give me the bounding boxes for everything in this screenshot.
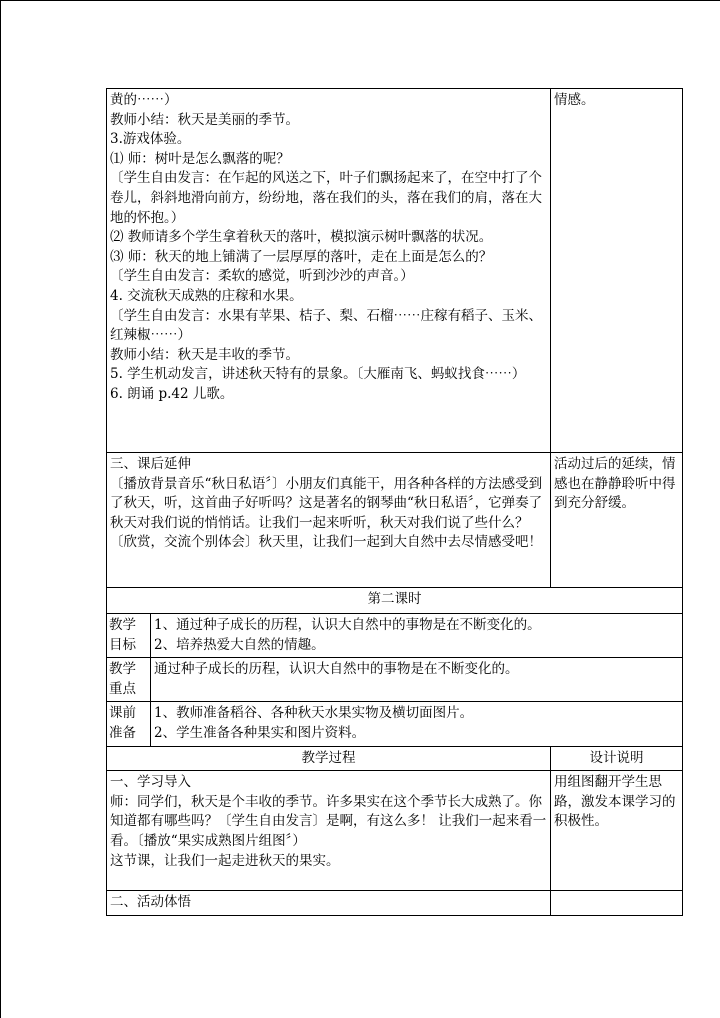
activity-line: 〔学生自由发言：水果有苹果、桔子、梨、石榴⋯⋯庄稼有稻子、玉米、红辣椒⋯⋯）	[110, 307, 542, 344]
lesson-plan-table	[106, 88, 683, 916]
intro-content	[107, 771, 551, 891]
prep-content	[151, 702, 683, 746]
activity-line: 4. 交流秋天成熟的庄稼和水果。	[110, 287, 303, 304]
activity-line: ⑶ 师：秋天的地上铺满了一层厚厚的落叶，走在上面是怎么的？	[110, 248, 493, 265]
activity-line: 教师小结：秋天是丰收的季节。	[110, 346, 299, 363]
extension-content	[107, 453, 551, 588]
goals-label: 教学目标	[107, 614, 151, 658]
activity2-side-note	[551, 891, 683, 916]
extension-side-note: 活动过后的延续，情感也在静静聆听中得到充分舒缓。	[551, 453, 683, 588]
process-header-row	[107, 746, 683, 771]
prep-row	[107, 702, 683, 746]
activity-content	[107, 89, 551, 453]
focus-row	[107, 658, 683, 702]
prep-item: 2、学生准备各种果实和图片资料。	[154, 724, 366, 741]
activity2-heading: 二、活动体悟	[107, 891, 551, 916]
page-edge-top	[0, 0, 720, 1]
activity-line: 教师小结：秋天是美丽的季节。	[110, 111, 299, 128]
intro-heading: 一、学习导入	[110, 774, 191, 791]
activity-line: 6. 朗诵 p.42 儿歌。	[110, 385, 234, 402]
intro-text: 师：同学们，秋天是个丰收的季节。许多果实在这个季节长大成熟了。你知道都有哪些吗？〔学生自由发言〕是啊，有这么多！ 让我们一起来看一看。〔播放“果实成熟图片组图〞）	[110, 793, 547, 849]
activity2-row	[107, 891, 683, 916]
extension-heading: 三、课后延伸	[110, 456, 191, 472]
intro-text: 这节课，让我们一起走进秋天的果实。	[110, 852, 340, 869]
extension-text: 〔播放背景音乐“秋日私语〞〕小朋友们真能干，用各种各样的方法感受到了秋天，听，这首曲子好听吗？这是著名的钢琴曲“秋日私语〞，它弹奏了秋天对我们说的悄悄话。让我们一起来听听，秋天对我们说了些什么？〔欣赏，交流个别体会〕秋天里，让我们一起到大自然中去尽情感受吧！	[110, 475, 543, 551]
lesson2-title: 第二课时	[107, 588, 683, 614]
page-edge-left	[0, 0, 1, 1018]
intro-side-note: 用组图翻开学生思路，激发本课学习的积极性。	[551, 771, 683, 891]
focus-label: 教学重点	[107, 658, 151, 702]
goals-row	[107, 614, 683, 658]
activity-line: 〔学生自由发言：在乍起的风送之下，叶子们飘扬起来了，在空中打了个卷儿，斜斜地滑向前方，纷纷地，落在我们的头，落在我们的肩，落在大地的怀抱。）	[110, 170, 542, 226]
activity-line: ⑵ 教师请多个学生拿着秋天的落叶，模拟演示树叶飘落的状况。	[110, 229, 493, 246]
activity-line: 〔学生自由发言：柔软的感觉，听到沙沙的声音。）	[110, 268, 414, 285]
goal-item: 2、培养热爱大自然的情趣。	[154, 636, 325, 653]
activity-line: 5. 学生机动发言，讲述秋天特有的景象。〔大雁南飞、蚂蚁找食⋯⋯）	[110, 366, 526, 383]
process-header: 教学过程	[107, 746, 551, 771]
activity-line: ⑴ 师：树叶是怎么飘落的呢？	[110, 150, 290, 167]
activity-row	[107, 89, 683, 453]
lesson2-title-row	[107, 588, 683, 614]
goal-item: 1、通过种子成长的历程，认识大自然中的事物是在不断变化的。	[154, 617, 541, 633]
prep-label: 课前准备	[107, 702, 151, 746]
goals-content	[151, 614, 683, 658]
prep-item: 1、教师准备稻谷、各种秋天水果实物及横切面图片。	[154, 705, 474, 722]
design-notes-header: 设计说明	[551, 746, 683, 771]
activity-side-note: 情感。	[551, 89, 683, 453]
focus-content: 通过种子成长的历程，认识大自然中的事物是在不断变化的。	[151, 658, 683, 702]
extension-row	[107, 453, 683, 588]
activity-line: 3.游戏体验。	[110, 131, 191, 148]
activity-line: 黄的⋯⋯）	[110, 92, 178, 108]
intro-row	[107, 771, 683, 891]
